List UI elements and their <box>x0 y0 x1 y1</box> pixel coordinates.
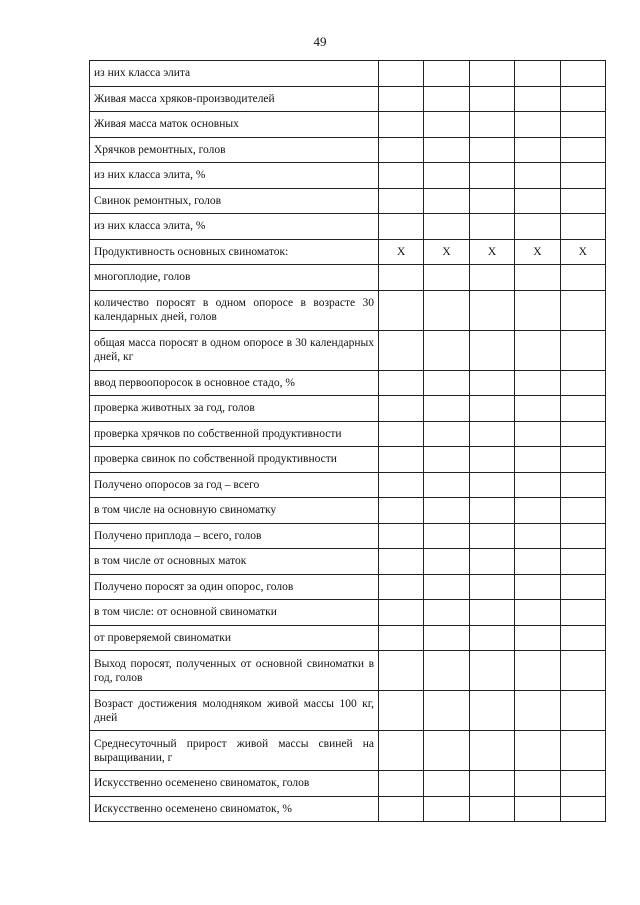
value-cell <box>560 330 605 370</box>
value-cell <box>515 86 560 112</box>
row-label: Искусственно осеменено свиноматок, голов <box>90 771 379 797</box>
value-cell: X <box>560 239 605 265</box>
value-cell <box>560 290 605 330</box>
row-label: проверка животных за год, голов <box>90 396 379 422</box>
value-cell <box>424 214 469 240</box>
value-cell <box>469 421 514 447</box>
value-cell <box>424 549 469 575</box>
table-row <box>90 396 606 422</box>
row-label: Хрячков ремонтных, голов <box>90 137 379 163</box>
value-cell <box>379 549 424 575</box>
value-cell <box>424 86 469 112</box>
value-cell <box>515 370 560 396</box>
row-label: в том числе: от основной свиноматки <box>90 600 379 626</box>
value-cell <box>515 265 560 291</box>
value-cell <box>560 625 605 651</box>
value-cell <box>515 214 560 240</box>
value-cell <box>379 163 424 189</box>
value-cell <box>379 731 424 771</box>
value-cell <box>560 163 605 189</box>
table-row <box>90 549 606 575</box>
value-cell <box>560 265 605 291</box>
value-cell <box>469 651 514 691</box>
value-cell <box>560 498 605 524</box>
value-cell <box>560 796 605 822</box>
value-cell <box>469 574 514 600</box>
indicators-table <box>89 60 606 822</box>
row-label: из них класса элита, % <box>90 163 379 189</box>
value-cell <box>469 600 514 626</box>
table-row <box>90 61 606 87</box>
value-cell <box>515 188 560 214</box>
value-cell <box>560 86 605 112</box>
value-cell <box>469 214 514 240</box>
table-row <box>90 214 606 240</box>
value-cell <box>469 625 514 651</box>
value-cell <box>560 771 605 797</box>
value-cell <box>379 396 424 422</box>
value-cell <box>515 112 560 138</box>
value-cell <box>469 137 514 163</box>
page-number: 49 <box>313 34 327 49</box>
value-cell <box>379 370 424 396</box>
value-cell <box>424 574 469 600</box>
table-row <box>90 796 606 822</box>
value-cell <box>424 472 469 498</box>
value-cell <box>515 447 560 473</box>
value-cell <box>379 625 424 651</box>
value-cell <box>469 771 514 797</box>
value-cell <box>379 771 424 797</box>
value-cell <box>515 290 560 330</box>
value-cell <box>560 421 605 447</box>
row-label: в том числе от основных маток <box>90 549 379 575</box>
row-label: многоплодие, голов <box>90 265 379 291</box>
table-row <box>90 86 606 112</box>
table-row <box>90 421 606 447</box>
value-cell <box>424 796 469 822</box>
row-label: Получено приплода – всего, голов <box>90 523 379 549</box>
value-cell: X <box>515 239 560 265</box>
table-row <box>90 691 606 731</box>
value-cell <box>560 600 605 626</box>
value-cell <box>560 137 605 163</box>
value-cell <box>560 651 605 691</box>
value-cell <box>379 137 424 163</box>
value-cell <box>424 61 469 87</box>
value-cell <box>515 796 560 822</box>
value-cell <box>469 731 514 771</box>
value-cell <box>424 112 469 138</box>
value-cell <box>469 86 514 112</box>
row-label: Свинок ремонтных, голов <box>90 188 379 214</box>
row-label: из них класса элита, % <box>90 214 379 240</box>
table-row <box>90 472 606 498</box>
value-cell <box>515 549 560 575</box>
value-cell <box>469 472 514 498</box>
value-cell <box>424 447 469 473</box>
value-cell <box>424 396 469 422</box>
value-cell <box>424 651 469 691</box>
row-label: в том числе на основную свиноматку <box>90 498 379 524</box>
row-label: от проверяемой свиноматки <box>90 625 379 651</box>
table-row <box>90 651 606 691</box>
value-cell <box>379 112 424 138</box>
value-cell: X <box>379 239 424 265</box>
value-cell <box>560 112 605 138</box>
value-cell <box>379 523 424 549</box>
row-label: Среднесуточный прирост живой массы свиней на выращивании, г <box>90 731 379 771</box>
value-cell <box>560 214 605 240</box>
row-label: Возраст достижения молодняком живой массы 100 кг, дней <box>90 691 379 731</box>
value-cell <box>424 771 469 797</box>
value-cell <box>469 370 514 396</box>
row-label: Живая масса маток основных <box>90 112 379 138</box>
value-cell <box>515 731 560 771</box>
value-cell <box>424 137 469 163</box>
value-cell <box>379 498 424 524</box>
value-cell <box>469 290 514 330</box>
row-label: Получено опоросов за год – всего <box>90 472 379 498</box>
value-cell <box>469 61 514 87</box>
value-cell <box>469 549 514 575</box>
value-cell <box>515 651 560 691</box>
value-cell <box>424 498 469 524</box>
value-cell <box>379 86 424 112</box>
value-cell <box>515 498 560 524</box>
value-cell <box>560 731 605 771</box>
value-cell <box>424 600 469 626</box>
table-row <box>90 188 606 214</box>
row-label: Живая масса хряков-производителей <box>90 86 379 112</box>
value-cell <box>424 691 469 731</box>
value-cell <box>515 574 560 600</box>
table-row <box>90 137 606 163</box>
value-cell <box>515 396 560 422</box>
value-cell <box>424 370 469 396</box>
row-label: Выход поросят, полученных от основной свиноматки в год, голов <box>90 651 379 691</box>
value-cell <box>560 574 605 600</box>
table-row <box>90 112 606 138</box>
table-row <box>90 731 606 771</box>
value-cell <box>469 796 514 822</box>
value-cell <box>379 472 424 498</box>
value-cell <box>379 265 424 291</box>
value-cell <box>469 498 514 524</box>
value-cell <box>560 188 605 214</box>
value-cell <box>379 61 424 87</box>
value-cell <box>469 188 514 214</box>
value-cell <box>469 163 514 189</box>
value-cell <box>469 523 514 549</box>
value-cell <box>515 771 560 797</box>
table-row <box>90 330 606 370</box>
value-cell <box>424 188 469 214</box>
value-cell: X <box>469 239 514 265</box>
value-cell <box>379 651 424 691</box>
value-cell <box>379 600 424 626</box>
row-label: Продуктивность основных свиноматок: <box>90 239 379 265</box>
row-label: Искусственно осеменено свиноматок, % <box>90 796 379 822</box>
table-row <box>90 290 606 330</box>
value-cell <box>560 396 605 422</box>
value-cell <box>469 447 514 473</box>
value-cell <box>515 472 560 498</box>
row-label: количество поросят в одном опоросе в возрасте 30 календарных дней, голов <box>90 290 379 330</box>
value-cell <box>560 691 605 731</box>
value-cell <box>515 421 560 447</box>
value-cell <box>560 549 605 575</box>
table-row <box>90 370 606 396</box>
value-cell <box>560 447 605 473</box>
value-cell <box>560 370 605 396</box>
value-cell <box>424 290 469 330</box>
value-cell <box>469 691 514 731</box>
table-row <box>90 523 606 549</box>
table-row <box>90 498 606 524</box>
value-cell <box>379 214 424 240</box>
value-cell: X <box>424 239 469 265</box>
value-cell <box>560 472 605 498</box>
value-cell <box>515 163 560 189</box>
table-row <box>90 574 606 600</box>
value-cell <box>424 625 469 651</box>
row-label: проверка хрячков по собственной продуктивности <box>90 421 379 447</box>
value-cell <box>379 188 424 214</box>
table-row <box>90 265 606 291</box>
table-row <box>90 625 606 651</box>
value-cell <box>379 421 424 447</box>
value-cell <box>424 731 469 771</box>
value-cell <box>379 796 424 822</box>
value-cell <box>515 691 560 731</box>
value-cell <box>424 523 469 549</box>
value-cell <box>379 574 424 600</box>
value-cell <box>379 330 424 370</box>
value-cell <box>379 691 424 731</box>
value-cell <box>515 600 560 626</box>
table-row <box>90 163 606 189</box>
table-row <box>90 771 606 797</box>
value-cell <box>424 163 469 189</box>
table-row <box>90 239 606 265</box>
value-cell <box>515 625 560 651</box>
value-cell <box>469 330 514 370</box>
row-label: общая масса поросят в одном опоросе в 30 календарных дней, кг <box>90 330 379 370</box>
value-cell <box>469 265 514 291</box>
value-cell <box>560 523 605 549</box>
value-cell <box>469 396 514 422</box>
value-cell <box>515 61 560 87</box>
value-cell <box>515 523 560 549</box>
row-label: проверка свинок по собственной продуктивности <box>90 447 379 473</box>
value-cell <box>379 447 424 473</box>
table-row <box>90 600 606 626</box>
row-label: из них класса элита <box>90 61 379 87</box>
row-label: ввод первоопоросок в основное стадо, % <box>90 370 379 396</box>
value-cell <box>424 265 469 291</box>
row-label: Получено поросят за один опорос, голов <box>90 574 379 600</box>
value-cell <box>560 61 605 87</box>
value-cell <box>515 137 560 163</box>
value-cell <box>469 112 514 138</box>
value-cell <box>515 330 560 370</box>
value-cell <box>424 421 469 447</box>
table-row <box>90 447 606 473</box>
value-cell <box>379 290 424 330</box>
value-cell <box>424 330 469 370</box>
